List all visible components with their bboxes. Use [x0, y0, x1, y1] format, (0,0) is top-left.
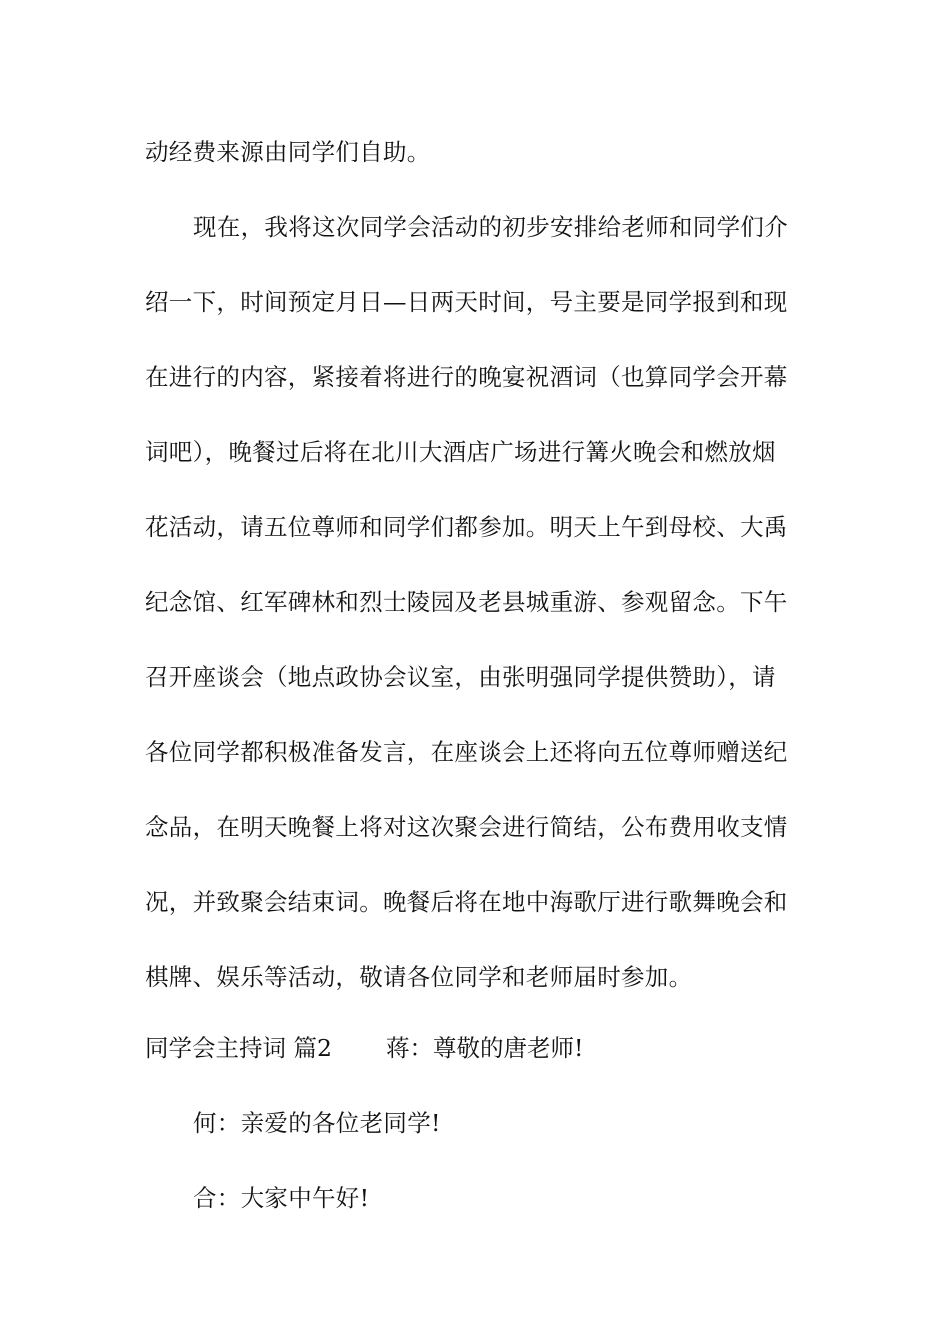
section-heading-row: [145, 1023, 810, 1073]
paragraph-line: 现在，我将这次同学会活动的初步安排给老师和同学们介: [193, 213, 788, 241]
paragraph-line: 动经费来源由同学们自助。: [145, 138, 431, 166]
speech-line: 蒋：尊敬的唐老师!: [386, 1034, 584, 1062]
paragraph-line: 况，并致聚会结束词。晚餐后将在地中海歌厅进行歌舞晚会和: [145, 888, 788, 916]
paragraph-line: 词吧），晚餐过后将在北川大酒店广场进行篝火晚会和燃放烟: [145, 438, 776, 466]
paragraph-line: 念品，在明天晚餐上将对这次聚会进行简结，公布费用收支情: [145, 813, 788, 841]
speech-line: 合：大家中午好!: [193, 1184, 370, 1212]
paragraph-line: 花活动，请五位尊师和同学们都参加。明天上午到母校、大禹: [145, 513, 788, 541]
speech-line: 何：亲爱的各位老同学!: [193, 1109, 441, 1137]
paragraph-line: 在进行的内容，紧接着将进行的晚宴祝酒词（也算同学会开幕: [145, 363, 788, 391]
paragraph-line: 各位同学都积极准备发言，在座谈会上还将向五位尊师赠送纪: [145, 738, 788, 766]
section-heading: 同学会主持词 篇2: [145, 1034, 332, 1062]
paragraph-line: 纪念馆、红军碑林和烈士陵园及老县城重游、参观留念。下午: [145, 588, 788, 616]
paragraph-line: 召开座谈会（地点政协会议室，由张明强同学提供赞助），请: [145, 663, 776, 691]
paragraph-line: 绍一下，时间预定月日—日两天时间，号主要是同学报到和现: [145, 288, 788, 316]
paragraph-line: 棋牌、娱乐等活动，敬请各位同学和老师届时参加。: [145, 963, 693, 991]
